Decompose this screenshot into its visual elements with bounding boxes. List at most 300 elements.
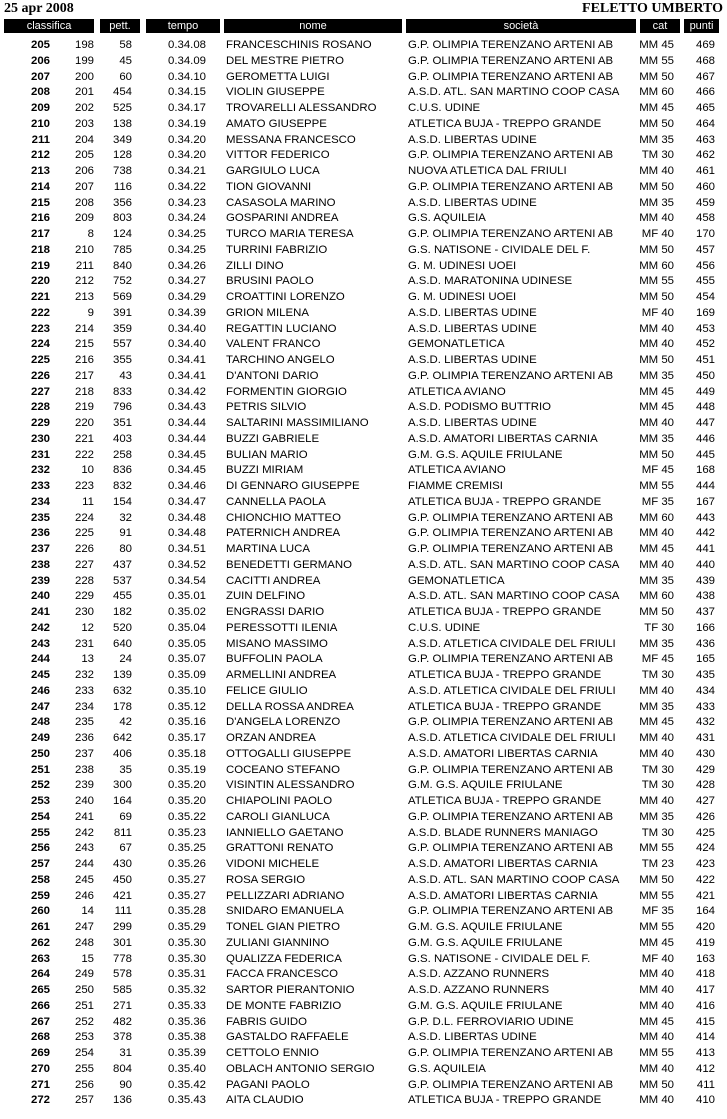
finish-time: 0.34.08 [167, 39, 206, 51]
rank: 254 [30, 810, 50, 823]
bib-number: 300 [112, 779, 132, 792]
points: 467 [695, 70, 715, 83]
finish-time: 0.35.04 [167, 621, 206, 634]
points: 170 [695, 228, 715, 240]
bib-number: 351 [112, 417, 132, 429]
points: 465 [695, 102, 715, 114]
points: 441 [695, 543, 715, 555]
bib-number: 35 [119, 763, 132, 776]
table-row [0, 778, 727, 794]
table-row [0, 432, 727, 448]
category: MM 35 [639, 700, 674, 713]
category: MM 45 [639, 102, 674, 114]
rank: 256 [30, 842, 50, 855]
table-row [0, 983, 727, 999]
category-rank: 257 [74, 1094, 94, 1107]
club-name: A.S.D. LIBERTAS UDINE [408, 196, 537, 209]
club-name: G.S. AQUILEIA [408, 1062, 486, 1075]
category: MM 40 [639, 417, 674, 429]
header-nome: nome [224, 19, 402, 33]
rank: 210 [30, 117, 50, 130]
table-row [0, 306, 727, 322]
points: 457 [695, 243, 715, 256]
bib-number: 640 [112, 637, 132, 650]
finish-time: 0.35.02 [167, 606, 206, 618]
club-name: G.S. NATISONE - CIVIDALE DEL F. [408, 952, 591, 965]
rank: 260 [30, 905, 50, 918]
category: TM 30 [641, 826, 674, 839]
category: MM 40 [639, 795, 674, 807]
table-row [0, 54, 727, 70]
table-row [0, 259, 727, 275]
bib-number: 525 [112, 102, 132, 114]
category-rank: 210 [74, 243, 94, 256]
finish-time: 0.35.30 [167, 936, 206, 949]
club-name: G. M. UDINESI UOEI [408, 291, 517, 303]
finish-time: 0.35.32 [167, 984, 206, 996]
bib-number: 632 [112, 684, 132, 697]
bib-number: 642 [112, 732, 132, 744]
table-row [0, 904, 727, 920]
club-name: G.P. OLIMPIA TERENZANO ARTENI AB [408, 543, 614, 555]
rank: 270 [30, 1062, 50, 1075]
header-classifica: classifica [4, 19, 94, 33]
rank: 262 [30, 936, 50, 949]
bib-number: 258 [112, 448, 132, 461]
finish-time: 0.34.46 [167, 480, 206, 492]
finish-time: 0.35.05 [167, 637, 206, 650]
points: 452 [695, 338, 715, 351]
category: MF 35 [641, 495, 674, 508]
category-rank: 241 [74, 810, 94, 823]
points: 424 [695, 842, 715, 855]
rank: 255 [30, 826, 50, 839]
finish-time: 0.34.42 [167, 385, 206, 398]
points: 458 [695, 212, 715, 225]
finish-time: 0.35.27 [167, 889, 206, 902]
table-row [0, 1078, 727, 1094]
finish-time: 0.35.23 [167, 826, 206, 839]
athlete-name: CASASOLA MARINO [226, 196, 336, 209]
club-name: A.S.D. ATLETICA CIVIDALE DEL FRIULI [408, 732, 616, 744]
points: 431 [695, 732, 715, 744]
rank: 265 [30, 984, 50, 996]
category-rank: 215 [74, 338, 94, 351]
athlete-name: TURRINI FABRIZIO [226, 243, 328, 256]
finish-time: 0.35.40 [167, 1062, 206, 1075]
bib-number: 80 [119, 543, 132, 555]
points: 436 [695, 637, 715, 650]
category: MM 55 [639, 842, 674, 855]
category-rank: 224 [74, 511, 94, 524]
club-name: G. M. UDINESI UOEI [408, 259, 517, 272]
finish-time: 0.34.45 [167, 464, 206, 477]
points: 417 [695, 984, 715, 996]
category-rank: 249 [74, 968, 94, 981]
category: MM 45 [639, 39, 674, 51]
club-name: G.P. OLIMPIA TERENZANO ARTENI AB [408, 70, 614, 83]
category-rank: 223 [74, 480, 94, 492]
athlete-name: TURCO MARIA TERESA [226, 228, 354, 240]
category-rank: 250 [74, 984, 94, 996]
points: 412 [695, 1062, 715, 1075]
bib-number: 557 [112, 338, 132, 351]
table-row [0, 920, 727, 936]
club-name: ATLETICA BUJA - TREPPO GRANDE [408, 795, 602, 807]
club-name: G.P. OLIMPIA TERENZANO ARTENI AB [408, 842, 614, 855]
category: MM 35 [639, 637, 674, 650]
club-name: G.P. OLIMPIA TERENZANO ARTENI AB [408, 1078, 614, 1091]
bib-number: 785 [112, 243, 132, 256]
category: MM 40 [639, 558, 674, 571]
club-name: G.P. OLIMPIA TERENZANO ARTENI AB [408, 39, 614, 51]
athlete-name: FRANCESCHINIS ROSANO [226, 39, 372, 51]
rank: 259 [30, 889, 50, 902]
bib-number: 138 [112, 117, 132, 130]
athlete-name: DELLA ROSSA ANDREA [226, 700, 354, 713]
category: MM 50 [639, 291, 674, 303]
category: TM 30 [641, 779, 674, 792]
table-row [0, 180, 727, 196]
category: MF 40 [641, 952, 674, 965]
points: 463 [695, 133, 715, 146]
finish-time: 0.35.20 [167, 779, 206, 792]
category-rank: 256 [74, 1078, 94, 1091]
bib-number: 24 [119, 653, 132, 666]
table-row [0, 337, 727, 353]
club-name: G.M. G.S. AQUILE FRIULANE [408, 779, 563, 792]
rank: 266 [30, 999, 50, 1012]
club-name: ATLETICA AVIANO [408, 464, 506, 477]
category-rank: 206 [74, 165, 94, 177]
bib-number: 482 [112, 1015, 132, 1028]
category-rank: 255 [74, 1062, 94, 1075]
points: 428 [695, 779, 715, 792]
category-rank: 205 [74, 149, 94, 162]
bib-number: 154 [112, 495, 132, 508]
athlete-name: FACCA FRANCESCO [226, 968, 339, 981]
table-row [0, 967, 727, 983]
rank: 229 [30, 417, 50, 429]
athlete-name: GRION MILENA [226, 306, 309, 319]
category: MF 40 [641, 228, 674, 240]
finish-time: 0.34.54 [167, 574, 206, 587]
finish-time: 0.35.19 [167, 763, 206, 776]
category: MM 45 [639, 543, 674, 555]
club-name: A.S.D. LIBERTAS UDINE [408, 133, 537, 146]
athlete-name: MARTINA LUCA [226, 543, 310, 555]
table-row [0, 463, 727, 479]
category: MM 50 [639, 70, 674, 83]
bib-number: 421 [112, 889, 132, 902]
bib-number: 437 [112, 558, 132, 571]
table-row [0, 1046, 727, 1062]
rank: 250 [30, 747, 50, 760]
category-rank: 9 [87, 306, 94, 319]
athlete-name: VISINTIN ALESSANDRO [226, 779, 355, 792]
club-name: G.P. OLIMPIA TERENZANO ARTENI AB [408, 54, 614, 67]
table-row [0, 369, 727, 385]
table-row [0, 85, 727, 101]
athlete-name: ORZAN ANDREA [226, 732, 316, 744]
category: MM 60 [639, 511, 674, 524]
table-row [0, 117, 727, 133]
athlete-name: FELICE GIULIO [226, 684, 308, 697]
athlete-name: AITA CLAUDIO [226, 1094, 304, 1107]
finish-time: 0.35.28 [167, 905, 206, 918]
category-rank: 222 [74, 448, 94, 461]
table-row [0, 274, 727, 290]
category: MM 40 [639, 165, 674, 177]
category: MM 50 [639, 354, 674, 366]
athlete-name: CACITTI ANDREA [226, 574, 321, 587]
rank: 227 [30, 385, 50, 398]
category: MM 35 [639, 574, 674, 587]
rank: 222 [30, 306, 50, 319]
finish-time: 0.35.07 [167, 653, 206, 666]
category-rank: 204 [74, 133, 94, 146]
category-rank: 226 [74, 543, 94, 555]
points: 432 [695, 716, 715, 729]
rank: 235 [30, 511, 50, 524]
rank: 267 [30, 1015, 50, 1028]
points: 464 [695, 117, 715, 130]
athlete-name: CHIONCHIO MATTEO [226, 511, 341, 524]
rank: 258 [30, 873, 50, 886]
points: 450 [695, 369, 715, 382]
bib-number: 403 [112, 432, 132, 445]
points: 444 [695, 480, 715, 492]
category-rank: 233 [74, 684, 94, 697]
finish-time: 0.34.40 [167, 322, 206, 335]
table-row [0, 227, 727, 243]
category: MM 50 [639, 873, 674, 886]
finish-time: 0.35.30 [167, 952, 206, 965]
rank: 246 [30, 684, 50, 697]
category: MM 50 [639, 1078, 674, 1091]
category-rank: 238 [74, 763, 94, 776]
category-rank: 214 [74, 322, 94, 335]
category: MM 55 [639, 921, 674, 933]
bib-number: 299 [112, 921, 132, 933]
table-row [0, 164, 727, 180]
bib-number: 430 [112, 858, 132, 870]
points: 418 [695, 968, 715, 981]
category-rank: 8 [87, 228, 94, 240]
club-name: G.P. OLIMPIA TERENZANO ARTENI AB [408, 810, 614, 823]
club-name: G.P. OLIMPIA TERENZANO ARTENI AB [408, 149, 614, 162]
athlete-name: BULIAN MARIO [226, 448, 308, 461]
bib-number: 359 [112, 322, 132, 335]
table-row [0, 101, 727, 117]
athlete-name: VALENT FRANCO [226, 338, 321, 351]
bib-number: 778 [112, 952, 132, 965]
category: MM 55 [639, 275, 674, 288]
points: 438 [695, 590, 715, 603]
rank: 240 [30, 590, 50, 603]
athlete-name: PAGANI PAOLO [226, 1078, 310, 1091]
athlete-name: COCEANO STEFANO [226, 763, 340, 776]
points: 460 [695, 180, 715, 193]
points: 462 [695, 149, 715, 162]
category-rank: 227 [74, 558, 94, 571]
athlete-name: QUALIZZA FEDERICA [226, 952, 342, 965]
table-row [0, 1015, 727, 1031]
header-cat: cat [640, 19, 680, 33]
category: MM 40 [639, 984, 674, 996]
table-row [0, 385, 727, 401]
athlete-name: ARMELLINI ANDREA [226, 669, 337, 681]
table-row [0, 763, 727, 779]
finish-time: 0.35.36 [167, 1015, 206, 1028]
table-row [0, 589, 727, 605]
bib-number: 811 [113, 826, 132, 839]
table-row [0, 637, 727, 653]
table-row [0, 873, 727, 889]
table-row [0, 999, 727, 1015]
bib-number: 378 [112, 1031, 132, 1044]
table-row [0, 558, 727, 574]
category: MM 50 [639, 448, 674, 461]
category: MF 40 [641, 306, 674, 319]
bib-number: 537 [112, 574, 132, 587]
bib-number: 178 [112, 700, 132, 713]
club-name: GEMONATLETICA [408, 338, 505, 351]
club-name: G.P. OLIMPIA TERENZANO ARTENI AB [408, 527, 614, 540]
rank: 217 [30, 228, 50, 240]
points: 459 [695, 196, 715, 209]
finish-time: 0.34.21 [167, 165, 206, 177]
category-rank: 199 [74, 54, 94, 67]
finish-time: 0.35.09 [167, 669, 206, 681]
category: MM 40 [639, 212, 674, 225]
bib-number: 111 [114, 905, 132, 918]
bib-number: 454 [112, 86, 132, 99]
finish-time: 0.34.09 [167, 54, 206, 67]
category-rank: 254 [74, 1047, 94, 1059]
category: MM 40 [639, 1094, 674, 1107]
finish-time: 0.34.25 [167, 243, 206, 256]
category-rank: 216 [74, 354, 94, 366]
category: MM 45 [639, 936, 674, 949]
club-name: A.S.D. ATLETICA CIVIDALE DEL FRIULI [408, 637, 616, 650]
points: 414 [695, 1031, 715, 1044]
finish-time: 0.34.48 [167, 527, 206, 540]
athlete-name: REGATTIN LUCIANO [226, 322, 337, 335]
club-name: ATLETICA AVIANO [408, 385, 506, 398]
category-rank: 242 [74, 826, 94, 839]
rank: 205 [30, 39, 50, 51]
bib-number: 450 [112, 873, 132, 886]
club-name: G.M. G.S. AQUILE FRIULANE [408, 999, 563, 1012]
club-name: ATLETICA BUJA - TREPPO GRANDE [408, 495, 602, 508]
finish-time: 0.35.20 [167, 795, 206, 807]
points: 427 [695, 795, 715, 807]
table-row [0, 747, 727, 763]
points: 468 [695, 54, 715, 67]
category: MM 50 [639, 117, 674, 130]
finish-time: 0.35.26 [167, 858, 206, 870]
points: 416 [695, 999, 715, 1012]
rank: 220 [30, 275, 50, 288]
athlete-name: ENGRASSI DARIO [226, 606, 325, 618]
athlete-name: FABRIS GUIDO [226, 1015, 308, 1028]
bib-number: 182 [112, 606, 132, 618]
rank: 206 [30, 54, 50, 67]
bib-number: 43 [119, 369, 132, 382]
category: MM 40 [639, 1062, 674, 1075]
category-rank: 248 [74, 936, 94, 949]
category: TM 23 [641, 858, 674, 870]
rank: 224 [30, 338, 50, 351]
finish-time: 0.35.12 [167, 700, 206, 713]
finish-time: 0.35.22 [167, 810, 206, 823]
club-name: NUOVA ATLETICA DAL FRIULI [408, 165, 567, 177]
category-rank: 240 [74, 795, 94, 807]
finish-time: 0.35.25 [167, 842, 206, 855]
finish-time: 0.34.24 [167, 212, 206, 225]
bib-number: 804 [112, 1062, 132, 1075]
header-punti: punti [684, 19, 719, 33]
rank: 219 [30, 259, 50, 272]
finish-time: 0.34.41 [167, 369, 206, 382]
bib-number: 42 [119, 716, 132, 729]
table-row [0, 621, 727, 637]
points: 454 [695, 291, 715, 303]
club-name: A.S.D. AZZANO RUNNERS [408, 984, 550, 996]
club-name: G.P. OLIMPIA TERENZANO ARTENI AB [408, 763, 614, 776]
finish-time: 0.34.41 [167, 354, 206, 366]
bib-number: 833 [112, 385, 132, 398]
bib-number: 271 [112, 999, 132, 1012]
category-rank: 15 [81, 952, 94, 965]
rank: 253 [30, 795, 50, 807]
category: TM 30 [641, 669, 674, 681]
points: 419 [695, 936, 715, 949]
bib-number: 796 [112, 401, 132, 414]
header-pett: pett. [100, 19, 140, 33]
athlete-name: CAROLI GIANLUCA [226, 810, 330, 823]
category: TM 30 [641, 763, 674, 776]
points: 422 [695, 873, 715, 886]
finish-time: 0.34.48 [167, 511, 206, 524]
category-rank: 231 [74, 637, 94, 650]
finish-time: 0.35.10 [167, 684, 206, 697]
club-name: G.P. OLIMPIA TERENZANO ARTENI AB [408, 1047, 614, 1059]
rank: 216 [30, 212, 50, 225]
bib-number: 45 [119, 54, 132, 67]
bib-number: 32 [119, 511, 132, 524]
category-rank: 234 [74, 700, 94, 713]
category: MM 55 [639, 889, 674, 902]
table-row [0, 38, 727, 54]
athlete-name: GRATTONI RENATO [226, 842, 334, 855]
category: MM 40 [639, 1031, 674, 1044]
category-rank: 229 [74, 590, 94, 603]
bib-number: 355 [112, 354, 132, 366]
table-row [0, 196, 727, 212]
rank: 208 [30, 86, 50, 99]
bib-number: 585 [112, 984, 132, 996]
athlete-name: DI GENNARO GIUSEPPE [226, 480, 360, 492]
points: 426 [695, 810, 715, 823]
club-name: FIAMME CREMISI [408, 480, 503, 492]
athlete-name: ZILLI DINO [226, 259, 284, 272]
finish-time: 0.35.18 [167, 747, 206, 760]
table-row [0, 243, 727, 259]
points: 466 [695, 86, 715, 99]
rank: 225 [30, 354, 50, 366]
